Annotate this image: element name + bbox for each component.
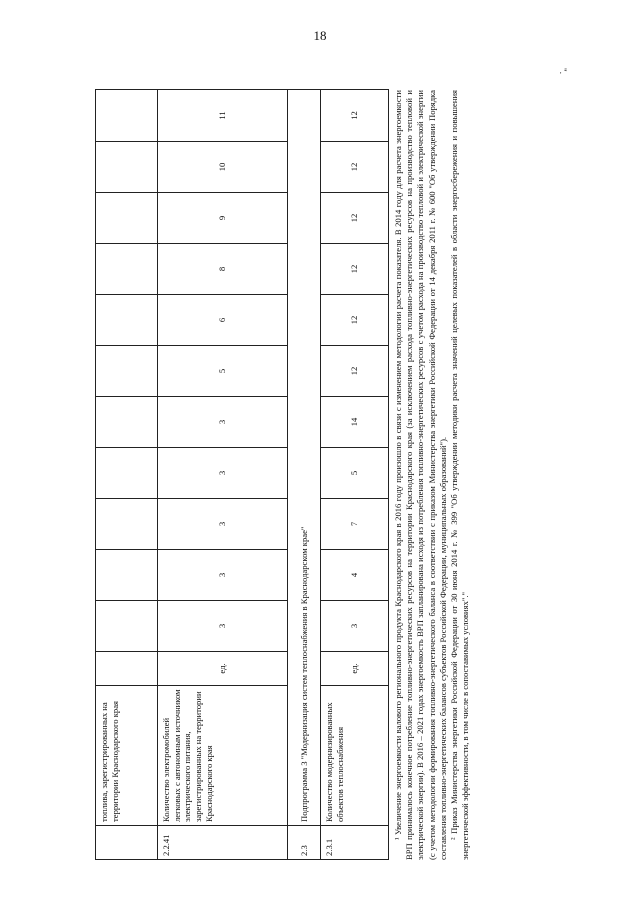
value-cell: 3 (158, 550, 288, 601)
unit (96, 652, 158, 686)
value-cell: 12 (321, 295, 389, 346)
value-cell: 3 (158, 397, 288, 448)
value-cell (96, 244, 158, 295)
table-row (158, 90, 288, 860)
value-cell (96, 601, 158, 652)
value-cell: 12 (321, 346, 389, 397)
footnote-2: ² Приказ Министерства энергетики Российской Федерации от 30 июня 2014 г. № 399 "Об утверждении методики расчета значений целевых показателей в области энергосбережения и повышения энергетической эффективности, в том числе в сопоставимых условиях"." (448, 90, 471, 860)
row-number: 2.3.1 (321, 826, 389, 860)
value-cell (96, 193, 158, 244)
value-cell (96, 90, 158, 142)
subprogram-row (288, 90, 321, 860)
footnote-1: ¹ Увеличение энергоемкости валового регионального продукта Краснодарского края в 2016 году произошло в связи с изменением методологии расчета показателя. В 2014 году для расчета энергоемкости ВРП принималось конечное потребление топливно-энергетических ресурсов на территории Краснодарского края (за исключением расхода топливно-энергетических ресурсов на производство тепловой и электрической энергии). В 2016 – 2021 годах энергоемкость ВРП запланирована исходя из потребления топливно-энергетических ресурсов с учетом расхода на производство тепловой и электрической энергии (с учетом методологии формирования топливно-энергетического баланса в соответствии с приказом Министерства энергетики Российской Федерации от 14 декабря 2011 г. № 600 "Об утверждении Порядка составления топливно-энергетических балансов субъектов Российской Федерации, муниципальных образований"). (393, 90, 448, 860)
value-cell: 10 (158, 142, 288, 193)
value-cell: 12 (321, 193, 389, 244)
value-cell: 9 (158, 193, 288, 244)
page-number: 18 (313, 28, 327, 43)
value-cell: 11 (158, 90, 288, 142)
subprogram-title: Подпрограмма 3 "Модернизация систем теплоснабжения в Краснодарском крае" (288, 90, 321, 826)
value-cell: 8 (158, 244, 288, 295)
row-number (96, 826, 158, 860)
table-row (321, 90, 389, 860)
value-cell: 3 (158, 499, 288, 550)
unit: ед. (158, 652, 288, 686)
rotated-page-content (95, 90, 565, 860)
value-cell: 12 (321, 90, 389, 142)
value-cell: 12 (321, 142, 389, 193)
value-cell (96, 295, 158, 346)
value-cell (96, 346, 158, 397)
value-cell: 3 (321, 601, 389, 652)
value-cell: 14 (321, 397, 389, 448)
value-cell (96, 550, 158, 601)
value-cell: 4 (321, 550, 389, 601)
value-cell: 3 (158, 601, 288, 652)
value-cell (96, 448, 158, 499)
value-cell (96, 499, 158, 550)
value-cell: 6 (158, 295, 288, 346)
value-cell: 3 (158, 448, 288, 499)
indicator-name: Количество модернизированных объектов теплоснабжения (321, 686, 389, 826)
footnotes (393, 90, 471, 860)
value-cell: 12 (321, 244, 389, 295)
indicators-table (95, 89, 389, 860)
subprogram-number: 2.3 (288, 826, 321, 860)
value-cell (96, 142, 158, 193)
indicator-name: топлива, зарегистрированных на территории Краснодарского края (96, 686, 158, 826)
value-cell: 7 (321, 499, 389, 550)
unit: ед. (321, 652, 389, 686)
table-row (96, 90, 158, 860)
value-cell: 5 (321, 448, 389, 499)
indicator-name: Количество электромобилей легковых с автономным источником электрического питания, зарегистрированных на территории Краснодарского края (158, 686, 288, 826)
value-cell (96, 397, 158, 448)
value-cell: 5 (158, 346, 288, 397)
corner-mark: ". (557, 68, 568, 74)
row-number: 2.2.41 (158, 826, 288, 860)
